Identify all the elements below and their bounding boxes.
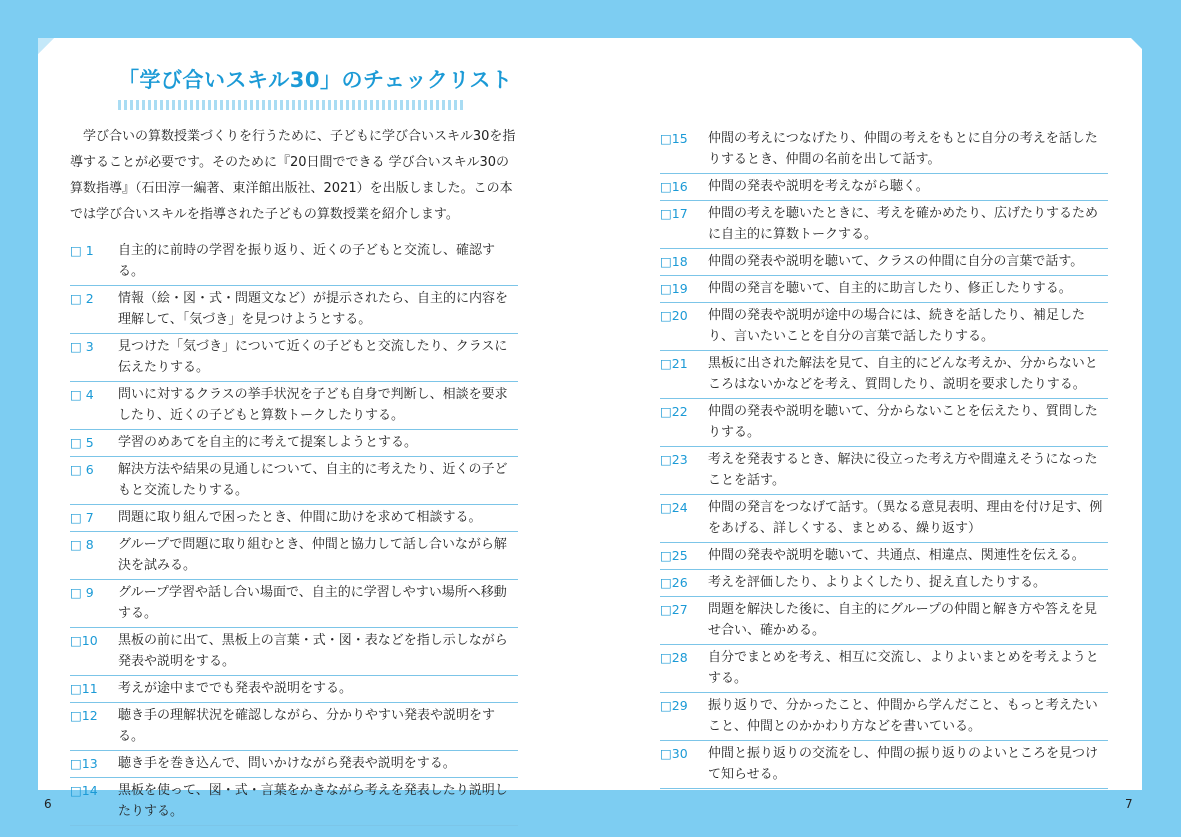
checklist-item [70,334,518,382]
checklist-text: 情報（絵・図・式・問題文など）が提示されたら、自主的に内容を理解して、「気づき」を見つけようとする。 [118,291,509,327]
checklist-text: 仲間の考えにつなげたり、仲間の考えをもとに自分の考えを話したりするとき、仲間の名前を出して話す。 [708,131,1098,167]
checklist-item [70,505,518,532]
checkbox-number: □12 [70,708,98,723]
checklist-text: 問題に取り組んで困ったとき、仲間に助けを求めて相談する。 [118,510,482,525]
checklist-text: 自主的に前時の学習を振り返り、近くの子どもと交流し、確認する。 [118,243,496,279]
checklist-text: 仲間の発表や説明が途中の場合には、続きを話したり、補足したり、言いたいことを自分の言葉で話したりする。 [708,308,1086,344]
checklist-item [660,543,1108,570]
checkbox-number: □29 [660,698,688,713]
checklist-text: グループで問題に取り組むとき、仲間と協力して話し合いながら解決を試みる。 [118,537,507,573]
checklist-item [660,447,1108,495]
checklist-text: 問いに対するクラスの挙手状況を子ども自身で判断し、相談を要求したり、近くの子どもと算数トークしたりする。 [118,387,508,423]
checklist-item [660,303,1108,351]
checkbox-number: □ 8 [70,537,94,552]
checkbox-number: □ 5 [70,435,94,450]
page-number-right: 7 [1125,797,1133,811]
checklist-text: 仲間の発表や説明を聴いて、クラスの仲間に自分の言葉で話す。 [708,254,1084,269]
checklist-text: 仲間の発表や説明を考えながら聴く。 [708,179,929,194]
checkbox-number: □26 [660,575,688,590]
checklist-text: グループ学習や話し合い場面で、自主的に学習しやすい場所へ移動する。 [118,585,507,621]
checklist-text: 仲間の発言を聴いて、自主的に助言したり、修正したりする。 [708,281,1072,296]
checklist-text: 黒板の前に出て、黒板上の言葉・式・図・表などを指し示しながら発表や説明をする。 [118,633,508,669]
checklist-item [660,276,1108,303]
checkbox-number: □ 2 [70,291,94,306]
checklist-item [660,597,1108,645]
checkbox-number: □30 [660,746,688,761]
checklist-item [660,693,1108,741]
checklist-text: 見つけた「気づき」について近くの子どもと交流したり、クラスに伝えたりする。 [118,339,508,375]
checkbox-number: □17 [660,206,688,221]
checkbox-number: □ 7 [70,510,94,525]
checkbox-number: □ 3 [70,339,94,354]
checklist-text: 黒板に出された解法を見て、自主的にどんな考えか、分からないところはないかなどを考え、質問したり、説明を要求したりする。 [708,356,1098,392]
page-corner-fold [38,38,54,54]
checkbox-number: □25 [660,548,688,563]
checklist-text: 仲間の発表や説明を聴いて、共通点、相違点、関連性を伝える。 [708,548,1085,563]
checklist-item [70,430,518,457]
checkbox-number: □28 [660,650,688,665]
checklist-item [660,645,1108,693]
checklist-item [660,399,1108,447]
checklist-text: 聴き手を巻き込んで、問いかけながら発表や説明をする。 [118,756,456,771]
checklist-item [660,249,1108,276]
checklist-text: 考えを発表するとき、解決に役立った考え方や間違えそうになったことを話す。 [708,452,1098,488]
checklist-item [70,751,518,778]
checkbox-number: □27 [660,602,688,617]
checkbox-number: □22 [660,404,688,419]
checklist-text: 黒板を使って、図・式・言葉をかきながら考えを発表したり説明したりする。 [118,783,508,819]
checklist-item [70,457,518,505]
checkbox-number: □21 [660,356,688,371]
checkbox-number: □15 [660,131,688,146]
checklist-item [660,741,1108,789]
checklist-text: 聴き手の理解状況を確認しながら、分かりやすい発表や説明をする。 [118,708,496,744]
checklist-item [70,238,518,286]
checklist-text: 仲間の発表や説明を聴いて、分からないことを伝えたり、質問したりする。 [708,404,1098,440]
checkbox-number: □19 [660,281,688,296]
checkbox-number: □16 [660,179,688,194]
checkbox-number: □14 [70,783,98,798]
checklist-item [660,174,1108,201]
checklist-text: 仲間の発言をつなげて話す。（異なる意見表明、理由を付け足す、例をあげる、詳しくする、まとめる、繰り返す） [708,500,1103,536]
checklist-text: 仲間の考えを聴いたときに、考えを確かめたり、広げたりするために自主的に算数トークする。 [708,206,1099,242]
checklist-text: 振り返りで、分かったこと、仲間から学んだこと、もっと考えたいこと、仲間とのかかわり方などを書いている。 [708,698,1098,734]
checklist-text: 自分でまとめを考え、相互に交流し、よりよいまとめを考えようとする。 [708,650,1099,686]
checkbox-number: □ 6 [70,462,94,477]
checklist-item [660,495,1108,543]
checklist-item [70,580,518,628]
title-underline-decoration [118,100,464,110]
checkbox-number: □20 [660,308,688,323]
checklist-item [70,778,518,826]
checklist-text: 学習のめあてを自主的に考えて提案しようとする。 [118,435,418,450]
checklist-item [70,703,518,751]
checklist-text: 問題を解決した後に、自主的にグループの仲間と解き方や答えを見せ合い、確かめる。 [708,602,1097,638]
checklist-item [660,351,1108,399]
page-title: 「学び合いスキル30」のチェックリスト [118,68,513,92]
checklist-item [70,628,518,676]
checklist-text: 仲間と振り返りの交流をし、仲間の振り返りのよいところを見つけて知らせる。 [708,746,1099,782]
title-block [118,64,513,110]
checklist-item [70,532,518,580]
checklist-text: 考えを評価したり、よりよくしたり、捉え直したりする。 [708,575,1047,590]
checkbox-number: □24 [660,500,688,515]
checklist-item [70,382,518,430]
checklist-left [70,238,518,826]
checklist-right [660,126,1108,789]
checkbox-number: □18 [660,254,688,269]
checkbox-number: □ 1 [70,243,94,258]
checklist-item [70,676,518,703]
checkbox-number: □13 [70,756,98,771]
intro-paragraph: 学び合いの算数授業づくりを行うために、子どもに学び合いスキル30を指導することが必要です。そのために『20日間でできる 学び合いスキル30の算数指導』（石田淳一編著、東洋館出版社、2021）を出版しました。この本では学び合いスキルを指導された子どもの算数授業を紹介します。 [70,129,516,222]
checkbox-number: □ 9 [70,585,94,600]
checkbox-number: □10 [70,633,98,648]
checkbox-number: □ 4 [70,387,94,402]
checkbox-number: □23 [660,452,688,467]
checklist-text: 解決方法や結果の見通しについて、自主的に考えたり、近くの子どもと交流したりする。 [118,462,508,498]
checklist-item [70,286,518,334]
page-number-left: 6 [44,797,52,811]
checklist-item [660,126,1108,174]
checklist-text: 考えが途中まででも発表や説明をする。 [118,681,353,696]
checkbox-number: □11 [70,681,98,696]
checklist-item [660,570,1108,597]
checklist-item [660,201,1108,249]
